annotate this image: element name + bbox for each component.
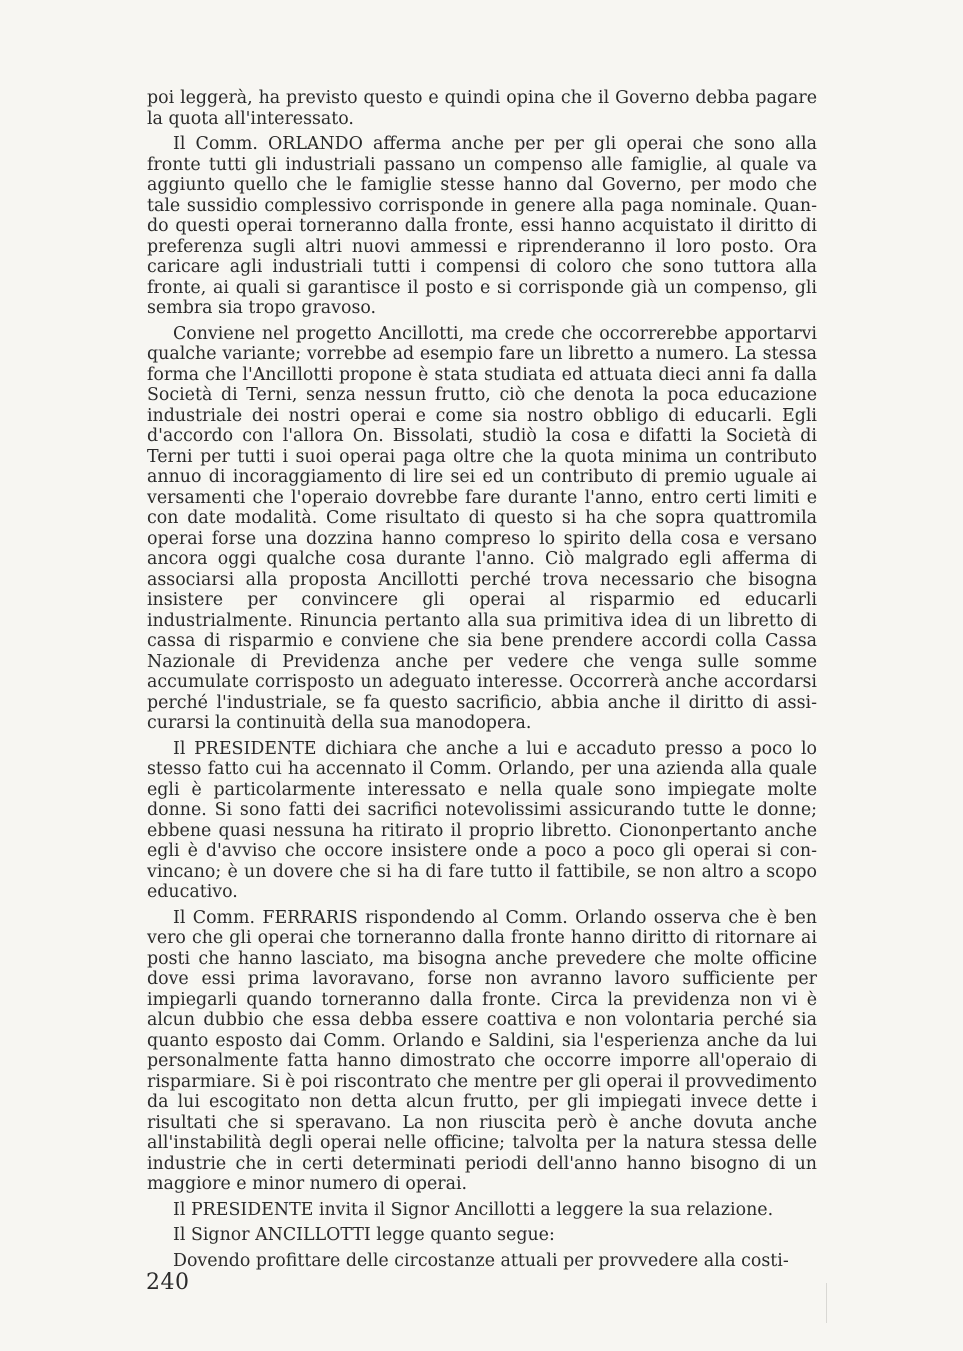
paragraph-presidente: Il PRESIDENTE dichiara che anche a lui e accaduto presso a poco lo stesso fatto cui ha accennato il Comm. Orlando, per una azienda alla quale egli è particolarmente interessato e nella quale sono impiegate molte donne. Si sono fatti dei sacrifici notevolissimi assicurando tutte le donne; ebbene quasi nessuna ha ritirato il proprio libretto. Ciononpertanto anche egli è d'avviso che occore insistere onde a poco a poco gli operai si convincano; è un dovere che si ha di fare tutto il fattibile, se non altro a scopo educativo. bbox=[147, 738, 817, 902]
paragraph-ancillotti-project: Conviene nel progetto Ancillotti, ma crede che occorrerebbe apportarvi qualche variante; vorrebbe ad esempio fare un libretto a numero. La stessa forma che l'Ancillotti propone è stata studiata ed attuata dieci anni fa dalla Società di Terni, senza nessun frutto, ciò che denota la poca educazione industriale dei nostri operai e come sia nostro obbligo di educarli. Egli d'accordo con l'allora On. Bissolati, studiò la cosa e difatti la Società di Terni per tutti i suoi operai paga oltre che la quota minima un contributo annuo di incoraggiamento di lire sei ed un contributo di premio uguale ai versamenti che l'operaio dovrebbe fare durante l'anno, entro certi limiti e con date modalità. Come risultato di questo si ha che sopra quattromila operai forse una dozzina hanno compreso lo spirito della cosa e versano ancora oggi qualche cosa durante l'anno. Ciò malgrado egli afferma di associarsi alla proposta Ancillotti perché trova necessario che bisogna insistere per convincere gli operai al risparmio ed educarli industrialmente. Rinuncia pertanto alla sua primitiva idea di un libretto di cassa di risparmio e conviene che sia bene prendere accordi colla Cassa Nazionale di Previdenza anche per vedere che venga sulle somme accumulate corrisposto un adeguato interesse. Occorrerà anche accordarsi perché l'industriale, se fa questo sacrificio, abbia anche il diritto di assicurarsi la continuità della sua manodopera. bbox=[147, 323, 817, 733]
paragraph-ferraris: Il Comm. FERRARIS rispondendo al Comm. Orlando osserva che è ben vero che gli operai che torneranno dalla fronte hanno diritto di ritornare ai posti che hanno lasciato, ma bisogna anche prevedere che molte officine dove essi prima lavoravano, forse non avranno lavoro sufficiente per impiegarli quando torneranno dalla fronte. Circa la previdenza non vi è alcun dubbio che essa debba essere coattiva e non volontaria perché sia quanto esposto dai Comm. Orlando e Saldini, sia l'esperienza anche da lui personalmente fatta hanno dimostrato che occorre imporre all'operaio di risparmiare. Si è poi riscontrato che mentre per gli operai il provvedimento da lui escogitato non detta alcun frutto, per gli impiegati invece dette i risultati che si speravano. La non riuscita però è anche dovuta anche all'instabilità degli operai nelle officine; talvolta per la natura stessa delle industrie che in certi determinati periodi dell'anno hanno bisogno di un maggiore e minor numero di operai. bbox=[147, 907, 817, 1194]
page-number: 240 bbox=[146, 1270, 190, 1295]
paragraph-ancillotti-reads: Il Signor ANCILLOTTI legge quanto segue: bbox=[173, 1225, 555, 1245]
paragraph-orlando: Il Comm. ORLANDO afferma anche per per gli operai che sono alla fronte tutti gli industriali passano un compenso alle famiglie, al quale va aggiunto quello che le famiglie stesse hanno dal Governo, per modo che tale sussidio complessivo corrisponde in genere alla paga nominale. Quando questi operai torneranno dalla fronte, essi hanno acquistato il diritto di preferenza sugli altri nuovi ammessi e riprenderanno il loro posto. Ora caricare agli industriali tutti i compensi di coloro che sono tuttora alla fronte, ai quali si garantisce il posto e si corrisponde già un compenso, gli sembra sia tropo gravoso. bbox=[147, 134, 817, 318]
scan-artifact bbox=[826, 1283, 827, 1323]
paragraph-continuation: poi leggerà, ha previsto questo e quindi opina che il Governo debba pagare la quota all'interessato. bbox=[147, 88, 817, 129]
body-text bbox=[147, 88, 817, 1276]
paragraph-relazione-start: Dovendo profittare delle circostanze attuali per provvedere alla costi- bbox=[173, 1250, 789, 1271]
paragraph-presidente-invite: Il PRESIDENTE invita il Signor Ancillotti a leggere la sua relazione. bbox=[173, 1199, 774, 1220]
